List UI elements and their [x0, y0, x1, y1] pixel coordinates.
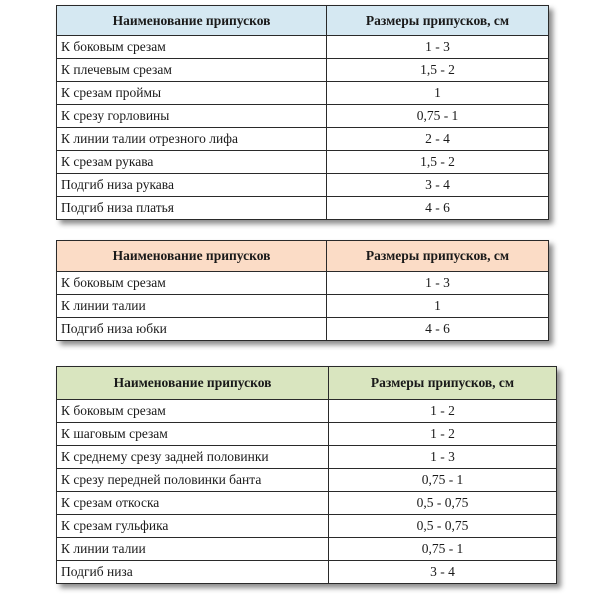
allowance-name-cell: К срезам гульфика — [57, 515, 329, 538]
table-row — [57, 272, 549, 295]
allowance-name-cell: Подгиб низа — [57, 561, 329, 584]
table-header-row — [57, 6, 549, 36]
allowance-name-cell: К линии талии — [57, 538, 329, 561]
table-row — [57, 492, 557, 515]
table-row — [57, 561, 557, 584]
allowance-size-cell: 1 - 3 — [327, 272, 549, 295]
allowance-name-cell: Подгиб низа юбки — [57, 318, 327, 341]
table-row — [57, 538, 557, 561]
allowance-name-cell: Подгиб низа рукава — [57, 174, 327, 197]
allowance-size-cell: 1 - 2 — [329, 423, 557, 446]
allowance-size-cell: 1,5 - 2 — [327, 151, 549, 174]
table-header-row — [57, 367, 557, 400]
column-header-size: Размеры припусков, см — [327, 241, 549, 272]
table-row — [57, 59, 549, 82]
table-row — [57, 515, 557, 538]
allowance-size-cell: 1 — [327, 295, 549, 318]
table-row — [57, 151, 549, 174]
allowance-name-cell: К среднему срезу задней половинки — [57, 446, 329, 469]
table-row — [57, 105, 549, 128]
allowance-name-cell: К шаговым срезам — [57, 423, 329, 446]
allowance-size-cell: 2 - 4 — [327, 128, 549, 151]
allowance-name-cell: К срезам рукава — [57, 151, 327, 174]
dress-allowances-table — [56, 5, 549, 220]
allowance-name-cell: К боковым срезам — [57, 36, 327, 59]
allowance-name-cell: К срезу передней половинки банта — [57, 469, 329, 492]
allowance-size-cell: 0,5 - 0,75 — [329, 515, 557, 538]
table-row — [57, 197, 549, 220]
table-row — [57, 36, 549, 59]
allowance-size-cell: 4 - 6 — [327, 318, 549, 341]
allowance-name-cell: К боковым срезам — [57, 400, 329, 423]
allowance-size-cell: 3 - 4 — [329, 561, 557, 584]
table-row — [57, 295, 549, 318]
table-row — [57, 82, 549, 105]
allowance-size-cell: 0,75 - 1 — [329, 538, 557, 561]
allowance-size-cell: 1,5 - 2 — [327, 59, 549, 82]
allowance-name-cell: К линии талии — [57, 295, 327, 318]
allowance-name-cell: К боковым срезам — [57, 272, 327, 295]
allowance-size-cell: 1 — [327, 82, 549, 105]
allowance-name-cell: К линии талии отрезного лифа — [57, 128, 327, 151]
allowance-size-cell: 0,75 - 1 — [329, 469, 557, 492]
allowance-name-cell: Подгиб низа платья — [57, 197, 327, 220]
column-header-name: Наименование припусков — [57, 6, 327, 36]
column-header-size: Размеры припусков, см — [327, 6, 549, 36]
allowance-size-cell: 1 - 3 — [327, 36, 549, 59]
table-row — [57, 128, 549, 151]
column-header-name: Наименование припусков — [57, 367, 329, 400]
allowance-name-cell: К плечевым срезам — [57, 59, 327, 82]
allowance-size-cell: 0,5 - 0,75 — [329, 492, 557, 515]
table-row — [57, 400, 557, 423]
table-row — [57, 318, 549, 341]
allowance-size-cell: 0,75 - 1 — [327, 105, 549, 128]
allowance-name-cell: К срезам откоска — [57, 492, 329, 515]
allowance-size-cell: 4 - 6 — [327, 197, 549, 220]
allowance-name-cell: К срезу горловины — [57, 105, 327, 128]
table-row — [57, 469, 557, 492]
allowance-size-cell: 1 - 3 — [329, 446, 557, 469]
column-header-size: Размеры припусков, см — [329, 367, 557, 400]
table-row — [57, 174, 549, 197]
table-row — [57, 423, 557, 446]
allowance-size-cell: 1 - 2 — [329, 400, 557, 423]
table-header-row — [57, 241, 549, 272]
skirt-allowances-table — [56, 240, 549, 341]
trousers-allowances-table — [56, 366, 557, 584]
allowance-name-cell: К срезам проймы — [57, 82, 327, 105]
column-header-name: Наименование припусков — [57, 241, 327, 272]
table-row — [57, 446, 557, 469]
allowance-size-cell: 3 - 4 — [327, 174, 549, 197]
